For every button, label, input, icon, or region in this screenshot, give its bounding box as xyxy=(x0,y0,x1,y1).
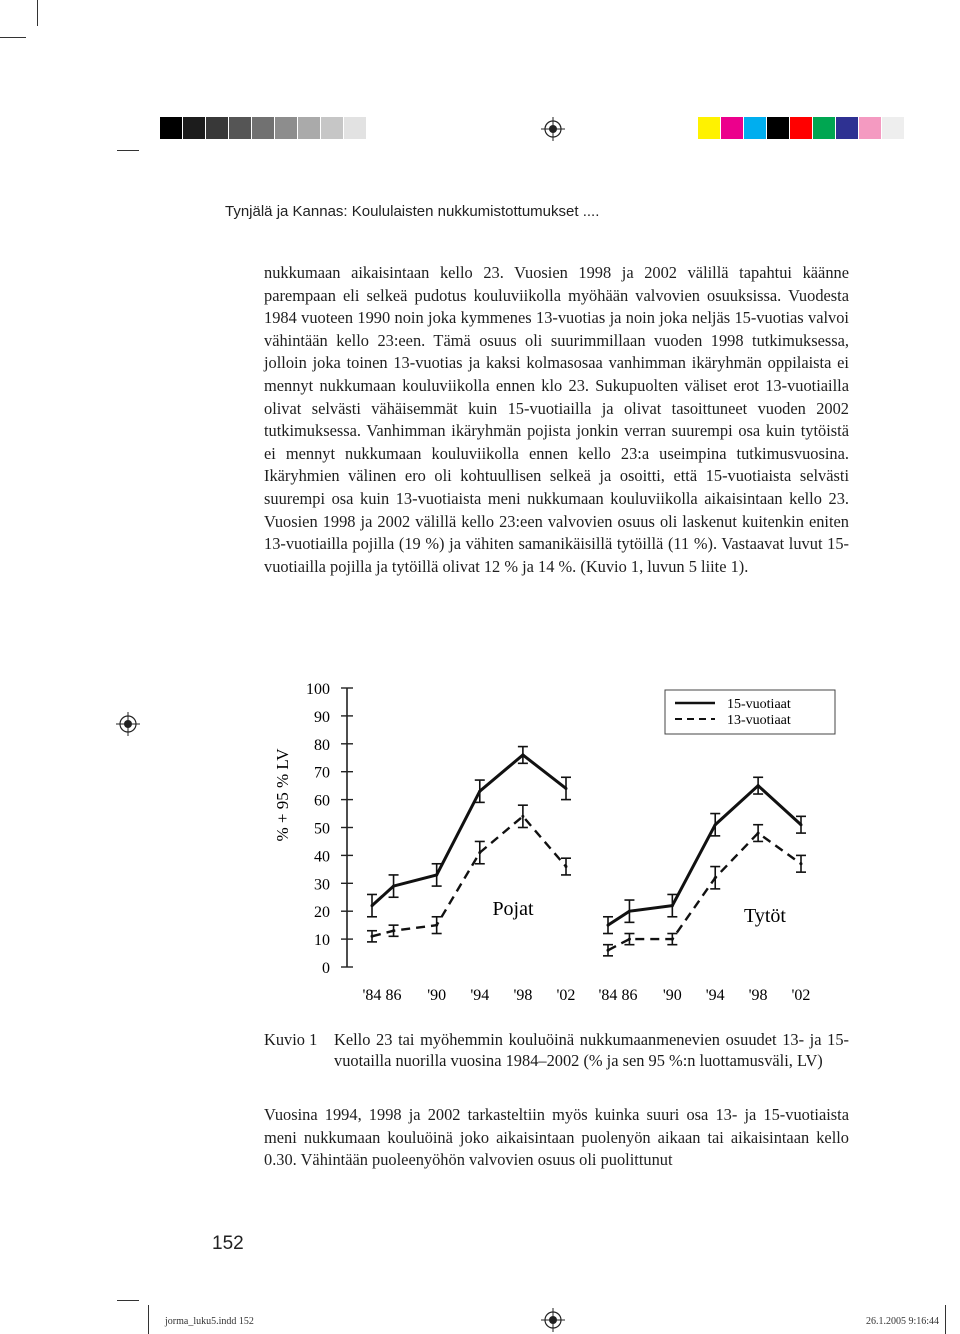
x-tick-label: 86 xyxy=(621,987,638,1004)
x-tick-label: '84 xyxy=(362,987,382,1004)
data-point xyxy=(371,935,374,938)
data-point xyxy=(628,938,631,941)
y-tick-label: 90 xyxy=(314,708,330,726)
paragraph-text: Vuosina 1994, 1998 ja 2002 tarkasteltiin myös kuinka suuri osa 13- ja 15-vuotiaista meni nukkumaan kouluöinä joko aikaisintaan puolenyön aikaan tai aikaisintaan kello 0.30. Vähintään puoleenyöhön valvovien osuus oli puolittunut xyxy=(264,1105,849,1170)
data-point xyxy=(714,876,717,879)
legend-label: 13-vuotiaat xyxy=(727,713,791,728)
y-tick-label: 30 xyxy=(314,876,330,894)
legend-label: 15-vuotiaat xyxy=(727,697,791,712)
y-axis-label: % + 95 % LV xyxy=(273,748,292,842)
color-swatch xyxy=(813,117,835,139)
data-point xyxy=(435,924,438,927)
y-tick-label: 70 xyxy=(314,764,330,782)
x-tick-label: '98 xyxy=(513,987,533,1004)
data-point xyxy=(671,904,674,907)
color-swatch xyxy=(229,117,251,139)
panel-label-pojat: Pojat xyxy=(492,898,534,920)
data-point xyxy=(800,823,803,826)
data-point xyxy=(478,790,481,793)
paragraph-text: nukkumaan aikaisintaan kello 23. Vuosien 1998 ja 2002 välillä tapahtui käänne parempaan eli selkeä pudotus kouluviikolla myöhään valvovien osuuksissa. Vuodesta 1984 vuoteen 1990 noin joka kymmenes 13-vuotias ja noin joka neljäs 15-vuotias valvoi vähintään kello 23:een. Tämä osuus oli suurimmillaan vuoden 1998 tutkimuksessa, jolloin joka toinen 13-vuotias ja kaksi kolmasosaa vanhimman ikäryhmän oppilaista ei mennyt nukkumaan kouluviikolla ennen klo 23. Sukupuolten väliset erot 13-vuotiailla olivat selvästi vähäisemmät kuin 15-vuotiailla ja olivat tasoittuneet vuoden 2002 tutkimuksessa. Vanhimman ikäryhmän pojista jonkin verran suurempi osa kuin tytöistä ei mennyt nukkumaan kouluviikolla ennen kello 23:a useimpina tutkimusvuosina. Ikäryhmien välinen ero oli kohtuullisen selkeä ja osoitti, että 15-vuotiaista selvästi suurempi osa kuin 13-vuotiaista meni nukkumaan kouluviikolla aikaisintaan kello 23. Vuosien 1998 ja 2002 välillä kello 23:een valvovien osuus oli laskenut kuitenkin eniten 13-vuotiailla pojilla (19 %) ja vähiten samanikäisillä tytöillä (11 %). Vastaavat luvut 15-vuotiailla pojilla ja tytöillä olivat 12 % ja 14 %. (Kuvio 1, luvun 5 liite 1). xyxy=(264,263,849,576)
body-paragraph-2 xyxy=(264,1104,849,1172)
color-swatch xyxy=(344,117,366,139)
y-tick-label: 60 xyxy=(314,792,330,810)
y-tick-label: 40 xyxy=(314,848,330,866)
data-point xyxy=(392,885,395,888)
y-tick-label: 50 xyxy=(314,820,330,838)
x-tick-label: '98 xyxy=(748,987,768,1004)
registration-mark-icon xyxy=(541,1308,565,1332)
series-line-15-vuotiaat xyxy=(372,755,566,906)
data-point xyxy=(565,865,568,868)
x-tick-label: '90 xyxy=(662,987,682,1004)
registration-mark-icon xyxy=(116,712,140,736)
footer-filename: jorma_luku5.indd 152 xyxy=(165,1316,254,1327)
registration-mark-icon xyxy=(541,117,565,141)
data-point xyxy=(757,832,760,835)
data-point xyxy=(800,862,803,865)
running-header: Tynjälä ja Kannas: Koululaisten nukkumistottumukset .... xyxy=(225,203,600,220)
color-swatch xyxy=(744,117,766,139)
x-tick-label: '02 xyxy=(791,987,811,1004)
color-swatch xyxy=(321,117,343,139)
body-paragraph-1 xyxy=(264,262,849,578)
x-tick-label: '02 xyxy=(556,987,576,1004)
panel-label-tytot: Tytöt xyxy=(744,905,786,927)
data-point xyxy=(714,823,717,826)
data-point xyxy=(371,904,374,907)
crop-mark xyxy=(117,1300,139,1301)
chart-legend xyxy=(665,690,835,734)
x-tick-label: '90 xyxy=(427,987,447,1004)
data-point xyxy=(607,949,610,952)
color-swatch xyxy=(252,117,274,139)
series-line-13-vuotiaat xyxy=(372,816,566,936)
data-point xyxy=(521,753,524,756)
data-point xyxy=(671,938,674,941)
data-point xyxy=(521,815,524,818)
x-tick-label: '94 xyxy=(470,987,490,1004)
data-point xyxy=(435,873,438,876)
data-point xyxy=(628,910,631,913)
crop-mark xyxy=(117,150,139,151)
color-swatch xyxy=(767,117,789,139)
data-point xyxy=(757,784,760,787)
crop-mark xyxy=(148,1305,149,1334)
color-swatch xyxy=(160,117,182,139)
color-swatch xyxy=(206,117,228,139)
x-tick-label: '84 xyxy=(598,987,618,1004)
crop-mark xyxy=(0,37,26,38)
color-swatch xyxy=(721,117,743,139)
data-point xyxy=(392,929,395,932)
color-swatch xyxy=(836,117,858,139)
y-tick-label: 0 xyxy=(322,960,330,977)
color-swatch xyxy=(790,117,812,139)
x-tick-label: 86 xyxy=(385,987,402,1004)
data-point xyxy=(565,787,568,790)
page-number: 152 xyxy=(212,1233,244,1254)
color-swatch xyxy=(183,117,205,139)
y-tick-label: 80 xyxy=(314,736,330,754)
color-swatch xyxy=(859,117,881,139)
figure-caption-text: Kello 23 tai myöhemmin kouluöinä nukkumaanmenevien osuudet 13- ja 15-vuotailla nuorilla vuosina 1984–2002 (% ja sen 95 %:n luottamusväli, LV) xyxy=(334,1030,849,1070)
data-point xyxy=(607,924,610,927)
figure-caption-label: Kuvio 1 xyxy=(264,1030,318,1049)
x-tick-label: '94 xyxy=(705,987,725,1004)
line-chart xyxy=(255,670,845,1015)
color-swatch xyxy=(698,117,720,139)
color-swatch xyxy=(298,117,320,139)
y-tick-label: 20 xyxy=(314,904,330,922)
crop-mark xyxy=(945,1305,946,1334)
crop-mark xyxy=(37,0,38,26)
series-line-13-vuotiaat xyxy=(608,833,801,950)
y-tick-label: 10 xyxy=(314,932,330,950)
y-tick-label: 100 xyxy=(306,681,330,698)
footer-timestamp: 26.1.2005 9:16:44 xyxy=(866,1316,940,1327)
data-point xyxy=(478,851,481,854)
color-swatch xyxy=(275,117,297,139)
color-swatch xyxy=(882,117,904,139)
